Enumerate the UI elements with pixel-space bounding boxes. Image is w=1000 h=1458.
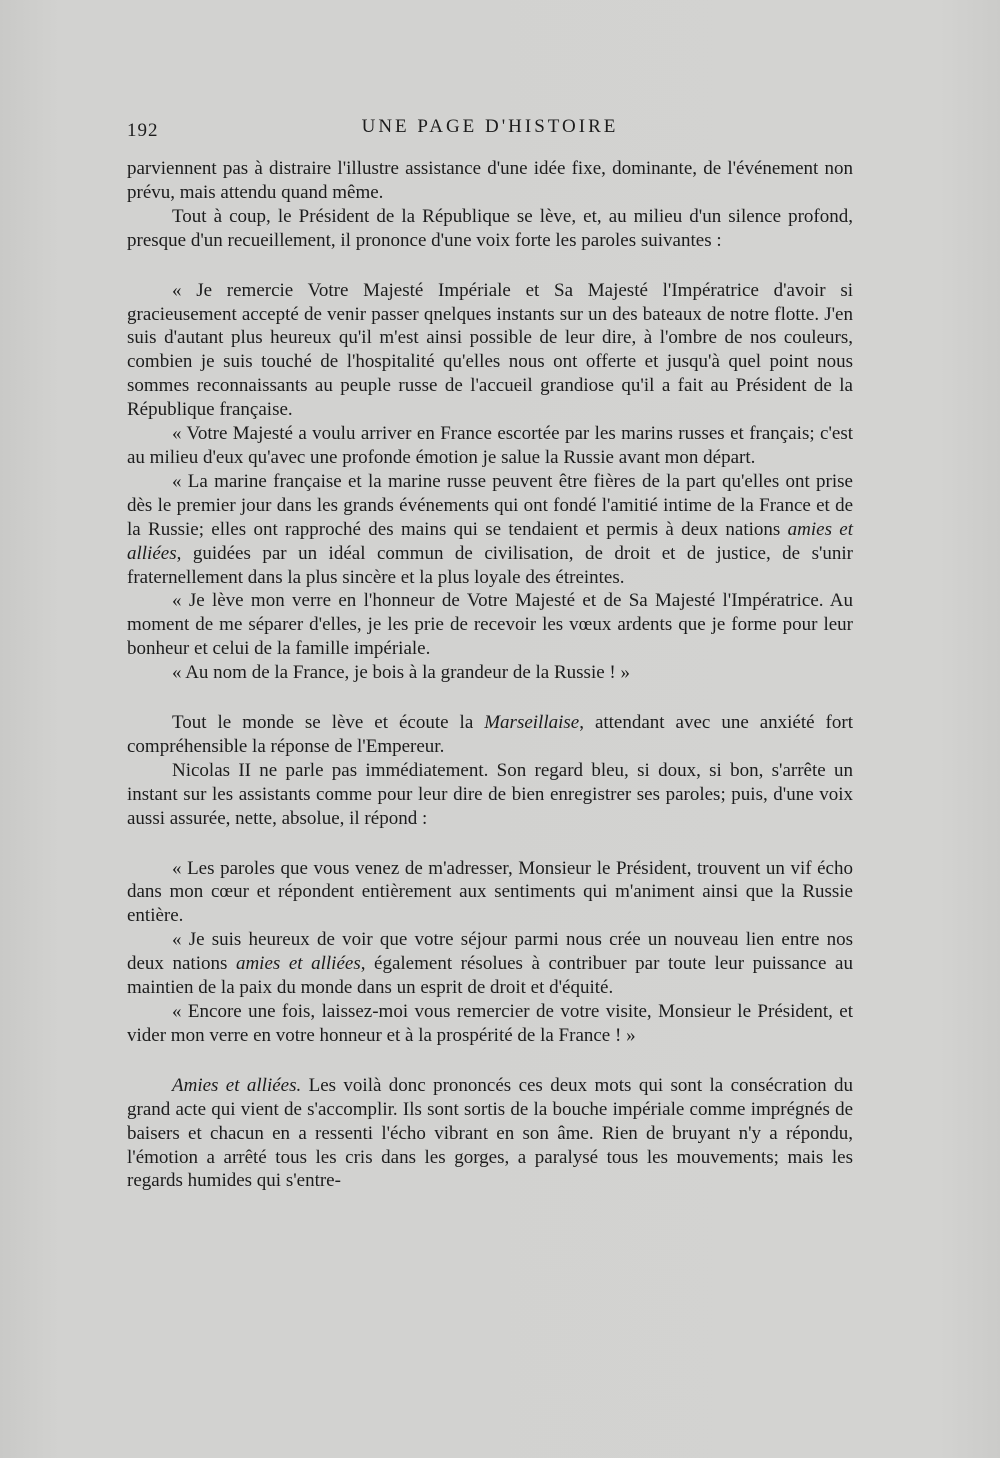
- paragraph: [127, 928, 853, 1000]
- paragraph-gap: [127, 1048, 853, 1074]
- text-run: « Votre Majesté a voulu arriver en France escortée par les marins russes et français; c'est au milieu d'eux qu'avec une profonde émotion je salue la Russie avant mon départ.: [127, 423, 853, 468]
- paragraph: [127, 422, 853, 470]
- italic-phrase: Amies et alliées.: [172, 1074, 302, 1096]
- text-run: « Les paroles que vous venez de m'adresser, Monsieur le Président, trouvent un vif écho dans mon cœur et répondent entièrement aux sentiments qui m'animent ainsi que la Russie entière.: [127, 857, 853, 927]
- text-run: « Encore une fois, laissez-moi vous remercier de votre visite, Monsieur le Président, et vider mon verre en votre honneur et à la prospérité de la France ! »: [127, 1001, 853, 1046]
- running-title: UNE PAGE D'HISTOIRE: [361, 116, 619, 137]
- text-run: , attendant avec une anxiété fort compréhensible la réponse de l'Empereur.: [127, 712, 853, 757]
- paragraph: [127, 157, 853, 205]
- page-number: 192: [127, 120, 159, 141]
- paragraph-gap: [127, 831, 853, 857]
- italic-phrase: amies et alliées: [235, 953, 361, 975]
- paragraph: [127, 857, 853, 929]
- paragraph: [127, 1074, 853, 1194]
- running-head: [127, 116, 853, 146]
- text-run: parviennent pas à distraire l'illustre assistance d'une idée fixe, dominante, de l'événement non prévu, mais attendu quand même.: [127, 158, 853, 203]
- text-run: « Au nom de la France, je bois à la grandeur de la Russie ! »: [172, 662, 630, 684]
- paragraph: [127, 661, 853, 685]
- text-run: « Je suis heureux de voir que votre séjour parmi nous crée un nouveau lien entre nos deux nations: [127, 929, 853, 975]
- paragraph-gap: [127, 685, 853, 711]
- text-run: « Je remercie Votre Majesté Impériale et Sa Majesté l'Impératrice d'avoir si gracieusement accepté de venir passer qnelques instants sur un des bateaux de notre flotte. J'en suis d'autant plus heureux qu'il m'est ainsi possible de leur dire, à l'ombre de nos couleurs, combien je suis touché de l'hospitalité qu'elles nous ont offerte et jusqu'à quel point nous sommes reconnaissants au peuple russe de l'accueil grandiose qu'il a fait au Président de la République française.: [127, 279, 853, 421]
- paragraph: [127, 759, 853, 831]
- paragraph: [127, 470, 853, 590]
- text-run: Les voilà donc prononcés ces deux mots qui sont la consécration du grand acte qui vient de s'accomplir. Ils sont sortis de la bouche impériale comme imprégnés de baisers et chacun en a ressenti l'écho vibrant en son âme. Rien de bruyant n'y a répondu, l'émotion a arrêté tous les cris dans les gorges, a paralysé tous les mouvements; mais les regards humides qui s'entre-: [127, 1074, 854, 1192]
- text-run: , guidées par un idéal commun de civilisation, de droit et de justice, de s'unir fraternellement dans la plus sincère et la plus loyale des étreintes.: [127, 542, 853, 588]
- text-run: Tout à coup, le Président de la République se lève, et, au milieu d'un silence profond, presque d'un recueillement, il prononce d'une voix forte les paroles suivantes :: [127, 205, 853, 251]
- body-text: [127, 157, 853, 1193]
- paragraph: [127, 279, 853, 422]
- text-run: « La marine française et la marine russe peuvent être fières de la part qu'elles ont prise dès le premier jour dans les grands événements qui ont fondé l'amitié intime de la France et de la Russie; elles ont rapproché des mains qui se tendaient et permis à deux nations: [127, 470, 853, 540]
- paragraph-gap: [127, 253, 853, 279]
- paragraph: [127, 1000, 853, 1048]
- text-run: , également résolues à contribuer par toute leur puissance au maintien de la paix du monde dans un esprit de droit et d'équité.: [127, 953, 853, 999]
- paragraph: [127, 205, 853, 253]
- paragraph: [127, 589, 853, 661]
- text-run: Tout le monde se lève et écoute la: [172, 712, 485, 734]
- text-run: Nicolas II ne parle pas immédiatement. Son regard bleu, si doux, si bon, s'arrête un instant sur les assistants comme pour leur dire de bien enregistrer ses paroles; puis, d'une voix aussi assurée, nette, absolue, il répond :: [127, 759, 853, 829]
- text-run: « Je lève mon verre en l'honneur de Votre Majesté et de Sa Majesté l'Impératrice. Au moment de me séparer d'elles, je les prie de recevoir les vœux ardents que je forme pour leur bonheur et celui de la famille impériale.: [127, 590, 853, 660]
- italic-phrase: amies et alliées: [127, 518, 853, 564]
- italic-phrase: Marseillaise: [484, 712, 580, 734]
- paragraph: [127, 711, 853, 759]
